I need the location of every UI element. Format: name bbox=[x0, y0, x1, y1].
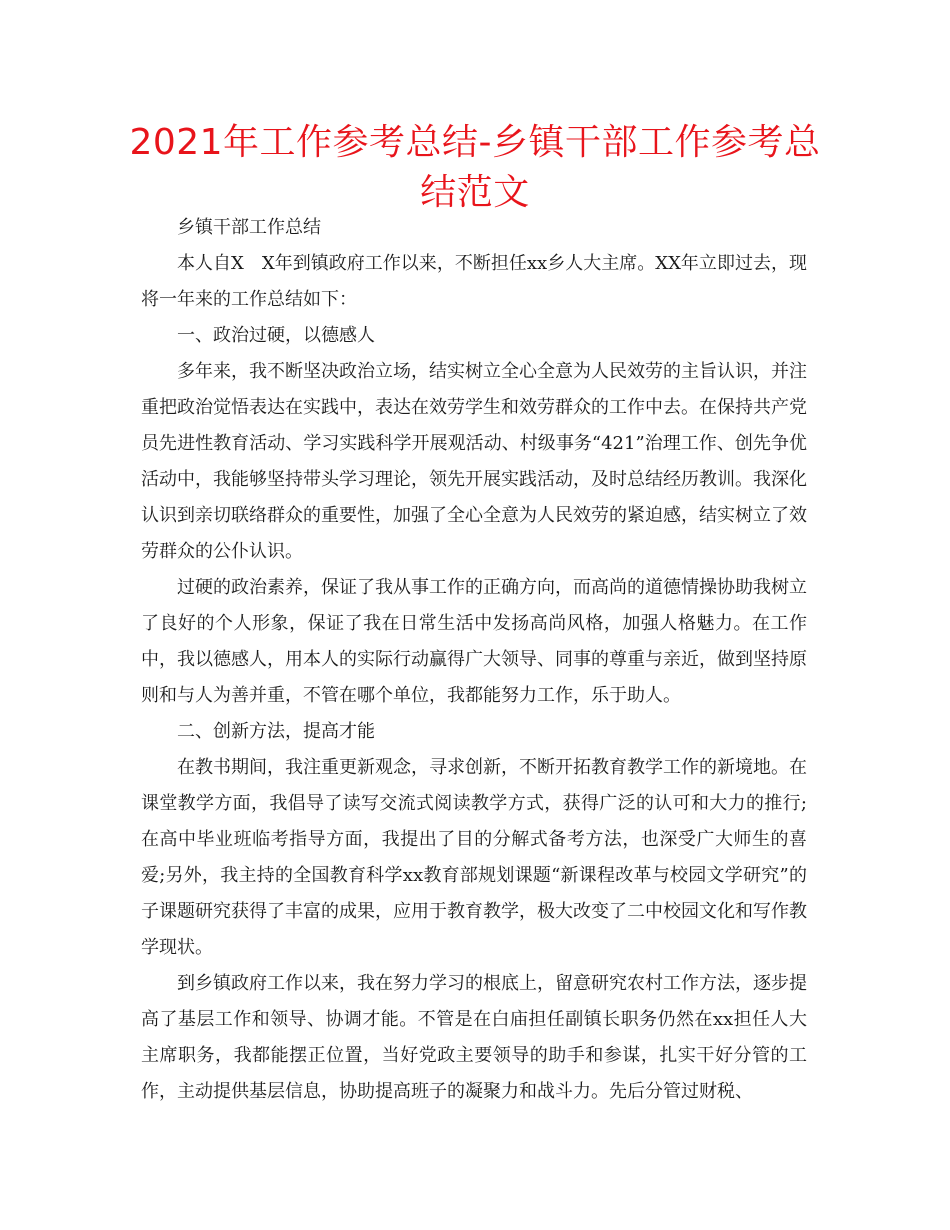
paragraph: 多年来，我不断坚决政治立场，结实树立全心全意为人民效劳的主旨认识，并注重把政治觉悟表达在实践中，表达在效劳学生和效劳群众的工作中去。在保持共产党员先进性教育活动、学习实践科学开展观活动、村级事务“421”治理工作、创先争优活动中，我能够坚持带头学习理论，领先开展实践活动，及时总结经历教训。我深化认识到亲切联络群众的重要性，加强了全心全意为人民效劳的紧迫感，结实树立了效劳群众的公仆认识。 bbox=[141, 361, 807, 562]
paragraph-subtitle: 乡镇干部工作总结 bbox=[177, 217, 321, 238]
paragraph: 过硬的政治素养，保证了我从事工作的正确方向，而高尚的道德情操协助我树立了良好的个人形象，保证了我在日常生活中发扬高尚风格，加强人格魅力。在工作中，我以德感人，用本人的实际行动赢得广大领导、同事的尊重与亲近，做到坚持原则和与人为善并重，不管在哪个单位，我都能努力工作，乐于助人。 bbox=[141, 577, 807, 706]
paragraph: 到乡镇政府工作以来，我在努力学习的根底上，留意研究农村工作方法，逐步提高了基层工作和领导、协调才能。不管是在白庙担任副镇长职务仍然在xx担任人大主席职务，我都能摆正位置，当好党政主要领导的助手和参谋，扎实干好分管的工作，主动提供基层信息，协助提高班子的凝聚力和战斗力。先后分管过财税、 bbox=[141, 973, 807, 1102]
document-title: 2021年工作参考总结-乡镇干部工作参考总结范文 bbox=[129, 122, 821, 213]
section-heading-1: 一、政治过硬，以德感人 bbox=[177, 325, 375, 346]
paragraph: 在教书期间，我注重更新观念，寻求创新，不断开拓教育教学工作的新境地。在课堂教学方面，我倡导了读写交流式阅读教学方式，获得广泛的认可和大力的推行;在高中毕业班临考指导方面，我提出了目的分解式备考方法，也深受广大师生的喜爱;另外，我主持的全国教育科学xx教育部规划课题“新课程改革与校园文学研究”的子课题研究获得了丰富的成果，应用于教育教学，极大改变了二中校园文化和写作教学现状。 bbox=[141, 757, 807, 958]
paragraph-intro: 本人自X X年到镇政府工作以来，不断担任xx乡人大主席。XX年立即过去，现将一年来的工作总结如下： bbox=[141, 253, 807, 310]
document-body bbox=[141, 210, 807, 1110]
section-heading-2: 二、创新方法，提高才能 bbox=[177, 721, 375, 742]
